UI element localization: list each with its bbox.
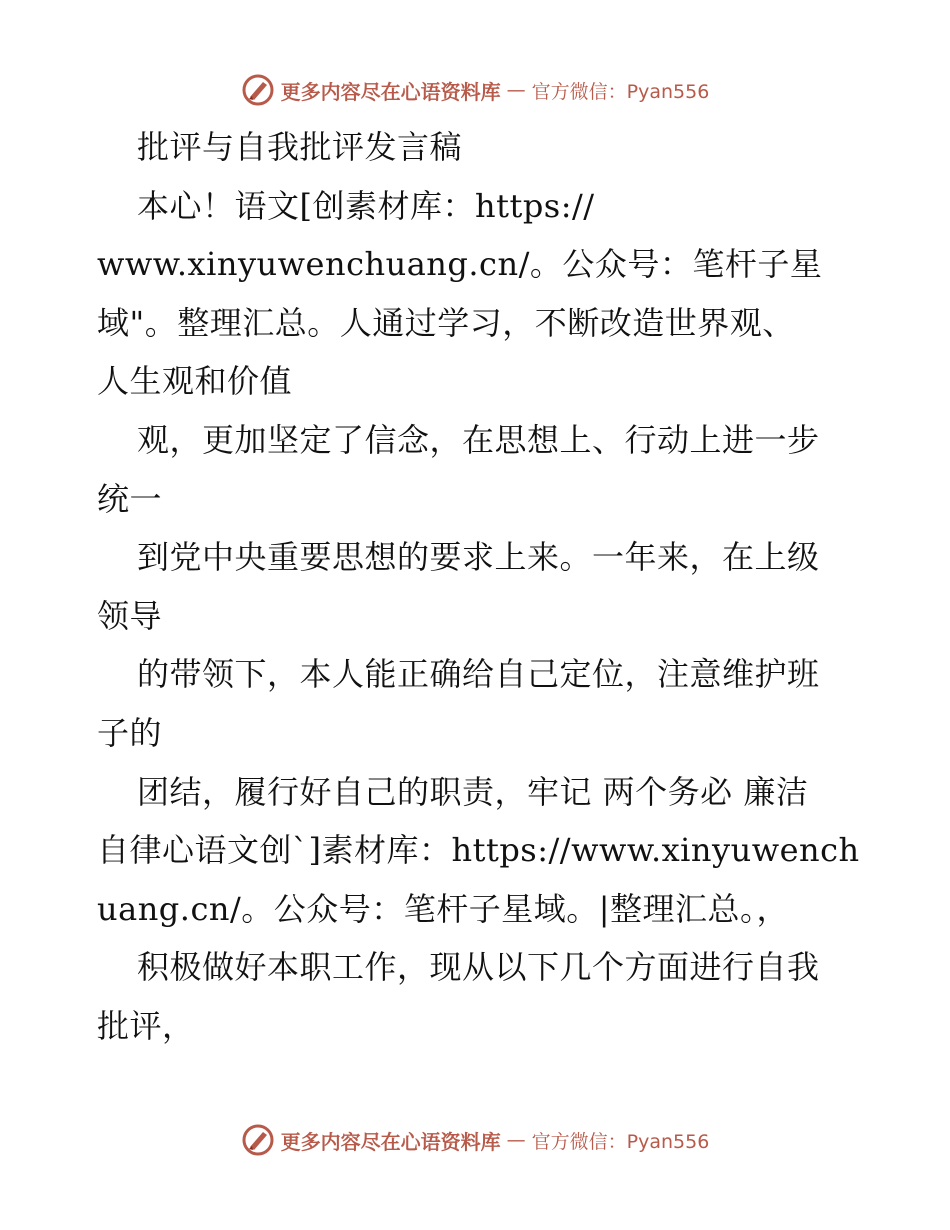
document-title: 批评与自我批评发言稿 xyxy=(137,128,463,166)
text-line: 人生观和价值 xyxy=(97,362,293,401)
text-line: 子的 xyxy=(97,713,163,752)
text-line: 观，更加坚定了信念，在思想上、行动上进一步 xyxy=(137,420,820,459)
text-line: 领导 xyxy=(97,596,163,635)
text-line: 域"。整理汇总。人通过学习，不断改造世界观、 xyxy=(97,303,795,342)
text-line: 批评， xyxy=(97,1006,195,1045)
text-line: 团结，履行好自己的职责，牢记 两个务必 廉洁 xyxy=(137,772,809,811)
document-body xyxy=(97,118,860,1056)
banner-wechat-text: 官方微信：Pyan556 xyxy=(531,80,710,103)
header-watermark-banner xyxy=(0,70,950,110)
text-line: 的带领下，本人能正确给自己定位，注意维护班 xyxy=(137,655,820,694)
text-line: 积极做好本职工作，现从以下几个方面进行自我 xyxy=(137,948,820,987)
text-line: 到党中央重要思想的要求上来。一年来，在上级 xyxy=(137,538,820,577)
banner-brand-text: 更多内容尽在心语资料库 xyxy=(280,1129,501,1154)
text-line: 自律心语文创`]素材库：https://www.xinyuwench xyxy=(97,831,860,870)
banner-wechat-text: 官方微信：Pyan556 xyxy=(531,1130,710,1153)
text-line: uang.cn/。公众号：笔杆子星域。|整理汇总。， xyxy=(97,889,790,928)
text-line: 本心！语文[创素材库：https:// xyxy=(137,186,595,225)
text-line: www.xinyuwenchuang.cn/。公众号：笔杆子星 xyxy=(97,245,823,284)
text-line: 统一 xyxy=(97,479,163,518)
banner-separator: — xyxy=(506,1129,526,1151)
footer-watermark-banner xyxy=(0,1120,950,1160)
banner-separator: — xyxy=(506,79,526,101)
brush-logo-icon xyxy=(241,1123,275,1157)
banner-brand-text: 更多内容尽在心语资料库 xyxy=(280,79,501,104)
brush-logo-icon xyxy=(241,73,275,107)
